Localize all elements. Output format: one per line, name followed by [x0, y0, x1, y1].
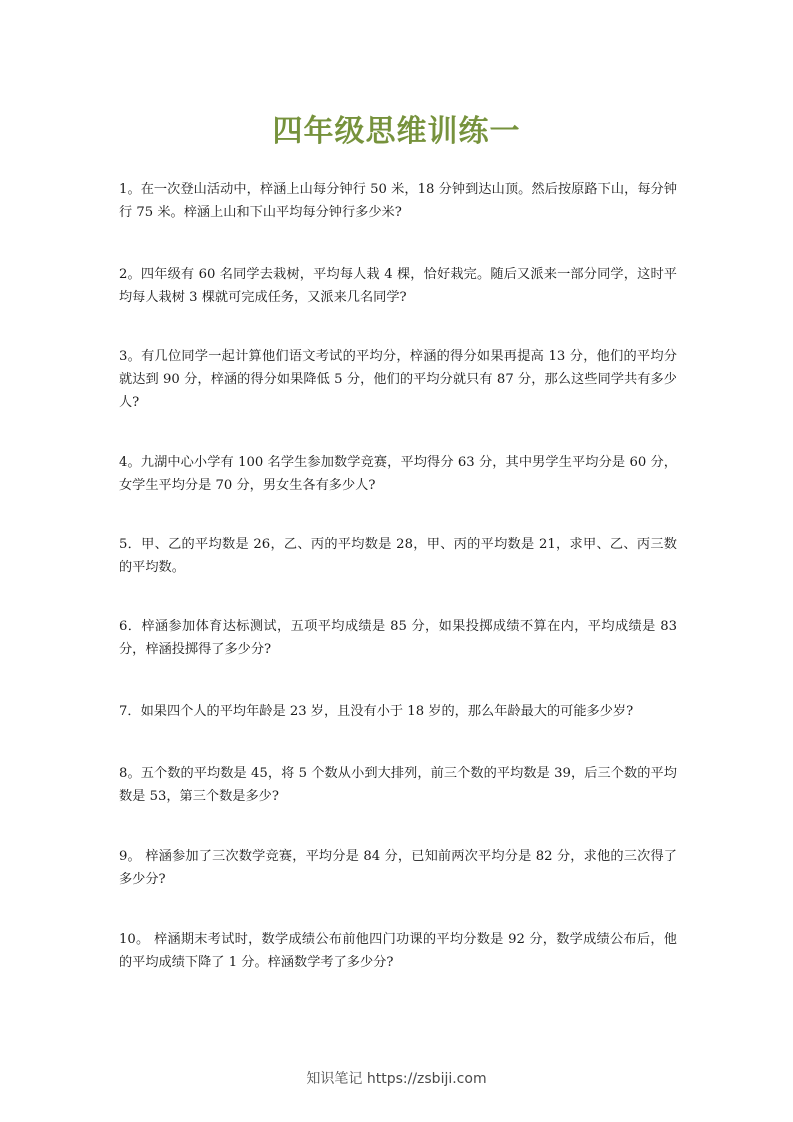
- footer-watermark: 知识笔记 https://zsbiji.com: [306, 1071, 487, 1087]
- problem-7: 7．如果四个人的平均年龄是 23 岁，且没有小于 18 岁的，那么年龄最大的可能多少岁?: [119, 704, 634, 719]
- problem-6: 6．梓涵参加体育达标测试，五项平均成绩是 85 分，如果投掷成绩不算在内，平均成绩是 83 分，梓涵投掷得了多少分?: [119, 619, 677, 657]
- problem-5: 5．甲、乙的平均数是 26，乙、丙的平均数是 28，甲、丙的平均数是 21，求甲、乙、丙三数的平均数。: [119, 537, 677, 575]
- problem-10: 10。 梓涵期末考试时，数学成绩公布前他四门功课的平均分数是 92 分，数学成绩公布后，他的平均成绩下降了 1 分。梓涵数学考了多少分?: [119, 932, 677, 970]
- problem-3: 3。有几位同学一起计算他们语文考试的平均分，梓涵的得分如果再提高 13 分，他们的平均分就达到 90 分，梓涵的得分如果降低 5 分，他们的平均分就只有 87 分，那么这些同学共有多少人?: [119, 349, 677, 410]
- problem-4: 4。九湖中心小学有 100 名学生参加数学竞赛，平均得分 63 分，其中男学生平均分是 60 分，女学生平均分是 70 分，男女生各有多少人?: [119, 455, 677, 493]
- problem-1: 1。在一次登山活动中，梓涵上山每分钟行 50 米，18 分钟到达山顶。然后按原路下山，每分钟行 75 米。梓涵上山和下山平均每分钟行多少米?: [119, 182, 677, 220]
- problem-8: 8。五个数的平均数是 45，将 5 个数从小到大排列，前三个数的平均数是 39，后三个数的平均数是 53，第三个数是多少?: [119, 766, 677, 804]
- problem-9: 9。 梓涵参加了三次数学竞赛，平均分是 84 分，已知前两次平均分是 82 分，求他的三次得了多少分?: [119, 849, 677, 887]
- page-title: 四年级思维训练一: [272, 114, 521, 149]
- problem-2: 2。四年级有 60 名同学去栽树，平均每人栽 4 棵，恰好栽完。随后又派来一部分同学，这时平均每人栽树 3 棵就可完成任务，又派来几名同学?: [119, 267, 677, 305]
